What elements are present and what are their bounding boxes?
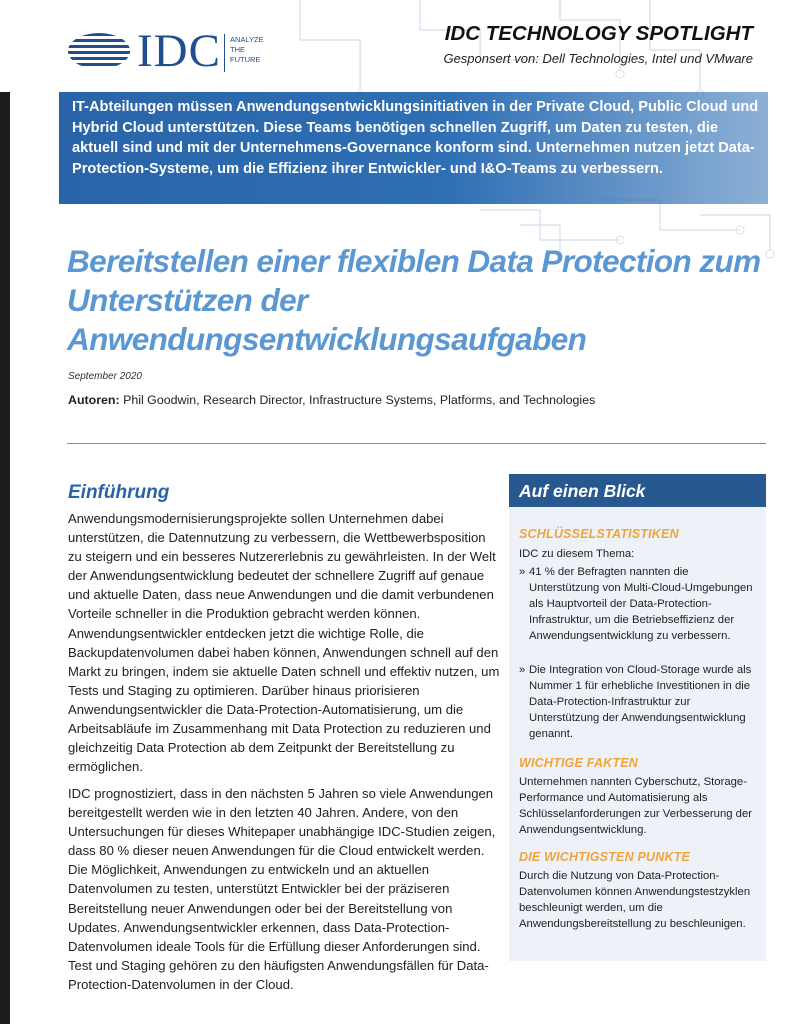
authors-line <box>68 393 595 407</box>
intro-paragraph: Anwendungsmodernisierungsprojekte sollen Unternehmen dabei unterstützen, die Datennutzung zu verbessern, die Wettbewerbsposition zu steigern und ein besseres Nutzererlebnis zu gewährleisten. In der Welt der Anwendungsentwicklung bedeutet der schnellere Zugriff auf genaue und aktuelle Daten, dass neue Anwendungen und die damit verbundenen Vorteile schneller in die Produktion gebracht werden können. Anwendungsentwickler entdecken jetzt die wichtige Rolle, die Backupdatenvolumen dabei haben können, Anwendungen schnell auf den Markt zu bringen, indem sie aktuelle Daten schnell und effektiv nutzen, um Tests und Staging zu optimieren. Darüber hinaus priorisieren Anwendungsentwickler die Data-Protection-Automatisierung, um die Arbeitsabläufe im Zusammenhang mit Data Protection zu reduzieren und gleichzeitig Data Protection ab dem Zeitpunkt der Bereitstellung zu ermöglichen. <box>68 511 500 775</box>
bullet-marker: » <box>519 664 526 676</box>
stat-bullet: » Die Integration von Cloud-Storage wurde als Nummer 1 für erhebliche Investitionen in die Data-Protection-Infrastruktur zur Unterstützung der Anwendungsentwicklung genannt. <box>519 664 752 740</box>
stats-intro: IDC zu diesem Thema: <box>519 548 635 560</box>
points-heading: DIE WICHTIGSTEN PUNKTE <box>519 850 691 864</box>
publication-date: September 2020 <box>68 371 142 382</box>
logo-wordmark: IDC <box>137 25 221 77</box>
facts-heading: WICHTIGE FAKTEN <box>519 756 638 770</box>
bullet-marker: » <box>519 566 526 578</box>
banner-text: IT-Abteilungen müssen Anwendungsentwicklungsinitiativen in der Private Cloud, Public Cloud und Hybrid Cloud unterstützen. Diese Teams benötigen schnellen Zugriff, um Daten zu testen, die aktuell sind und mit der Unternehmens-Governance konform sind. Unternehmen nutzen jetzt Data-Protection-Systeme, um die Effizienz ihrer Entwickler- und I&O-Teams zu verbessern. <box>72 99 759 177</box>
stat-bullet: » 41 % der Befragten nannten die Unterstützung von Multi-Cloud-Umgebungen als Hauptvorteil der Data-Protection-Infrastruktur, um die Betriebseffizienz der Anwendungsentwicklung zu verbessern. <box>519 566 753 642</box>
summary-banner <box>59 92 768 204</box>
authors-text: Phil Goodwin, Research Director, Infrastructure Systems, Platforms, and Technologies <box>123 393 596 407</box>
intro-heading: Einführung <box>68 482 170 503</box>
left-accent-bar <box>0 92 10 1024</box>
sidebar-heading: Auf einen Blick <box>509 474 766 507</box>
idc-logo <box>67 25 282 77</box>
points-text: Durch die Nutzung von Data-Protection-Datenvolumen können Anwendungstestzyklen beschleunigt werden, um die Anwendungsbereitstellung zu beschleunigen. <box>519 870 751 930</box>
authors-label: Autoren: <box>68 393 120 407</box>
facts-text: Unternehmen nannten Cyberschutz, Storage-Performance und Automatisierung als Schlüsselanforderungen zur Verbesserung der Anwendungsentwicklung. <box>519 776 752 836</box>
logo-tagline: ANALYZE THE FUTURE <box>230 35 264 64</box>
intro-paragraph: IDC prognostiziert, dass in den nächsten 5 Jahren so viele Anwendungen bereitgestellt werden wie in den letzten 40 Jahren. Andere, von den Untersuchungen für dieses Whitepaper unabhängige IDC-Studien zeigen, dass 80 % dieser neuen Anwendungen für die Cloud entwickelt werden. Die Möglichkeit, Anwendungen zu entwickeln und an aktuellen Datenvolumen zu testen, unterstützt Entwickler bei der präziseren Bereitstellung neuer Anwendungen oder bei der Bereitstellung von Updates. Anwendungsentwickler erkennen, dass Data-Protection-Datenvolumen ideale Tools für die Erfüllung dieser Anforderungen sind. Test und Staging gehören zu den häufigsten Anwendungsfällen für Data-Protection-Datenvolumen in der Cloud. <box>68 786 496 992</box>
spotlight-title: IDC TECHNOLOGY SPOTLIGHT <box>444 22 753 45</box>
at-a-glance-sidebar <box>509 474 766 961</box>
document-title: Bereitstellen einer flexiblen Data Protection zum Unterstützen der Anwendungsentwicklungsaufgaben <box>67 243 761 357</box>
stats-heading: SCHLÜSSELSTATISTIKEN <box>519 527 679 541</box>
sponsor-line: Gesponsert von: Dell Technologies, Intel und VMware <box>443 51 753 66</box>
globe-icon <box>67 32 131 70</box>
section-divider <box>67 443 766 444</box>
logo-divider <box>224 34 225 72</box>
spotlight-header <box>443 22 753 66</box>
